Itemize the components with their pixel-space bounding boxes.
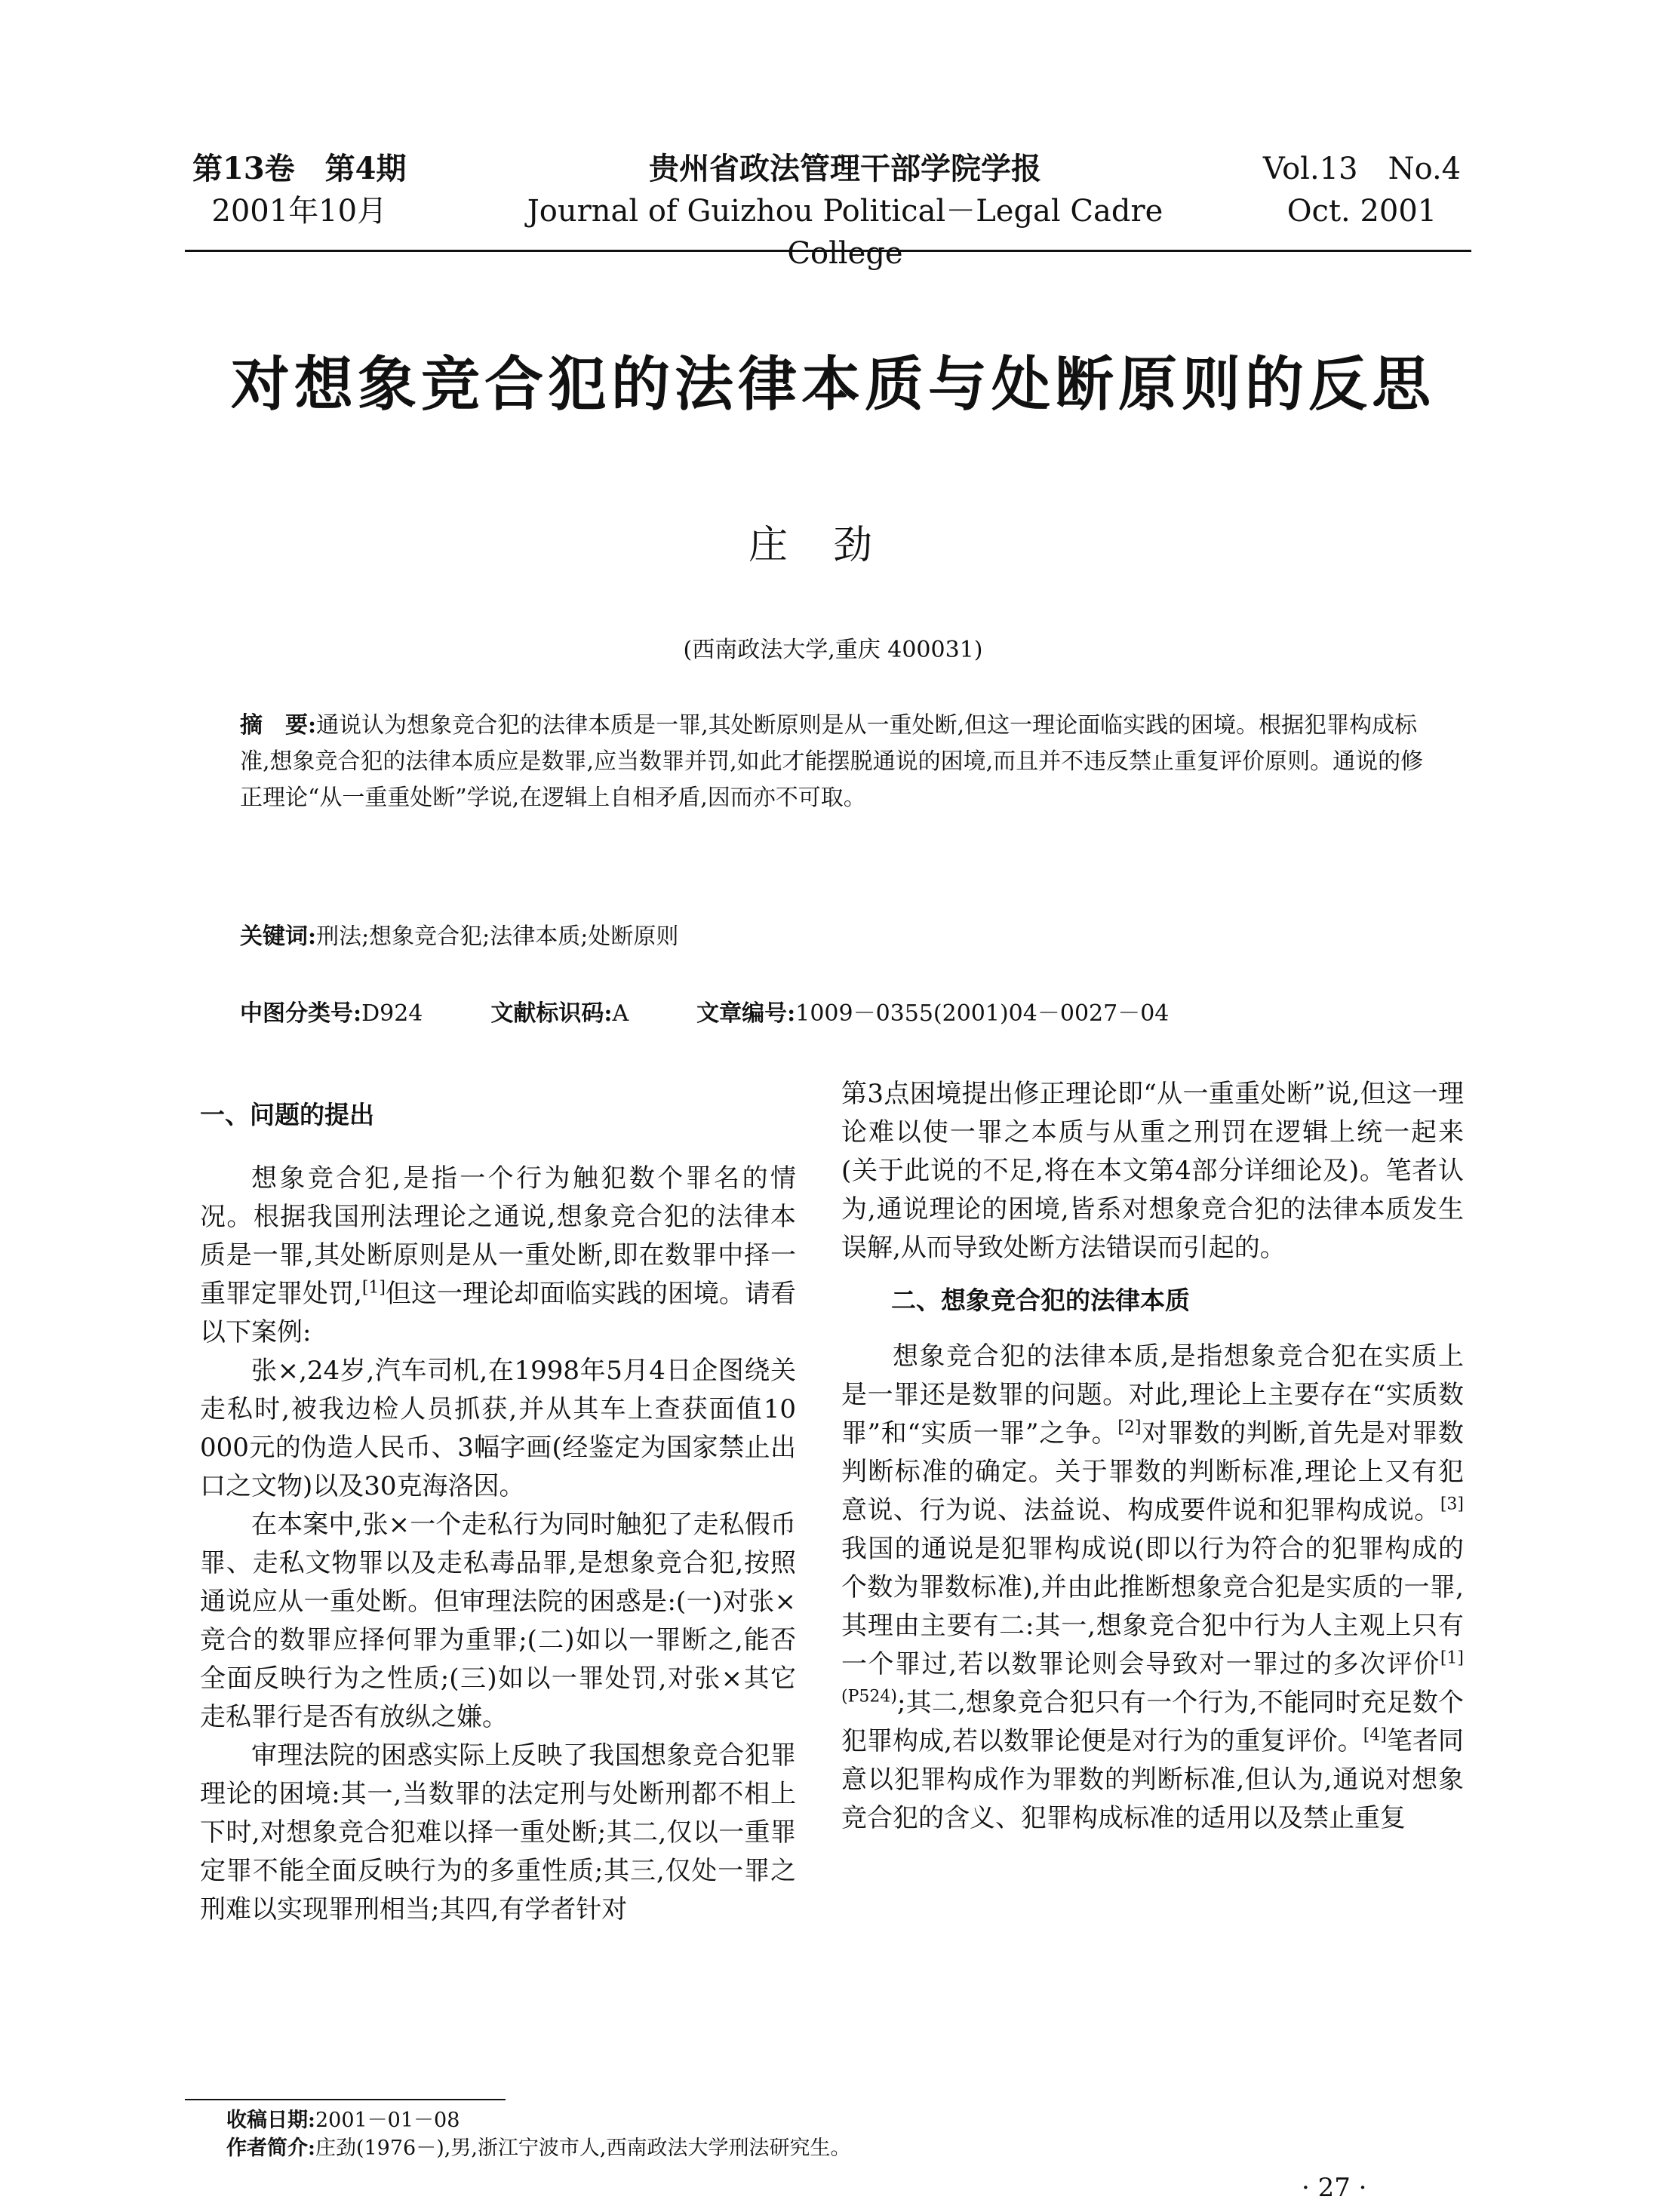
right-column <box>841 1075 1464 1838</box>
footnotes <box>226 2106 851 2162</box>
page-number: · 27 · <box>1302 2173 1367 2203</box>
citation-ref: [1] <box>361 1278 386 1298</box>
header-volume-cn: 第13卷 第4期 <box>192 151 407 186</box>
paper-title: 对想象竞合犯的法律本质与处断原则的反思 <box>230 350 1435 419</box>
header-date-en: Oct. 2001 <box>1286 194 1437 229</box>
doc-code-value: A <box>612 1000 629 1027</box>
citation-ref: [3] <box>1440 1495 1464 1514</box>
paragraph-text: 我国的通说是犯罪构成说(即以行为符合的犯罪构成的个数为罪数标准),并由此推断想象竞合犯是实质的一罪,其理由主要有二:其一,想象竞合犯中行为人主观上只有一个罪过,若以数罪论则会导致对一罪过的多次评价 <box>841 1534 1464 1679</box>
citation-ref: [1](P524) <box>841 1648 1464 1707</box>
header-volume-block <box>192 148 407 232</box>
author-bio <box>226 2134 851 2162</box>
header-journal-en: Journal of Guizhou Political－Legal Cadre College <box>527 194 1163 271</box>
paragraph-text: 对罪数的判断,首先是对罪数判断标准的确定。关于罪数的判断标准,理论上又有犯意说、行为说、法益说、构成要件说和犯罪构成说。 <box>841 1418 1464 1525</box>
abstract-label: 摘 要: <box>240 712 317 739</box>
paragraph <box>200 1160 796 1352</box>
section-heading-2: 二、想象竞合犯的法律本质 <box>891 1286 1190 1315</box>
paragraph-text: 想象竞合犯的法律本质,是指想象竞合犯在实质上是一罪还是数罪的问题。对此,理论上主要存在“实质数罪”和“实质一罪”之争。 <box>841 1341 1464 1449</box>
clc-value: D924 <box>361 1000 423 1027</box>
paragraph-text: 笔者同意以犯罪构成作为罪数的判断标准,但认为,通说对想象竞合犯的含义、犯罪构成标准的适用以及禁止重复 <box>841 1726 1465 1833</box>
paragraph <box>841 1338 1464 1838</box>
clc-label: 中图分类号: <box>240 1000 362 1027</box>
bio-value: 庄劲(1976－),男,浙江宁波市人,西南政法大学刑法研究生。 <box>315 2137 851 2160</box>
paragraph-text: 想象竞合犯,是指一个行为触犯数个罪名的情况。根据我国刑法理论之通说,想象竞合犯的法律本质是一罪,其处断原则是从一重处断,即在数罪中择一重罪定罪处罚, <box>200 1163 796 1309</box>
author-affiliation: (西南政法大学,重庆 400031) <box>683 637 983 663</box>
keywords-text: 刑法;想象竞合犯;法律本质;处断原则 <box>316 923 679 950</box>
section-heading-1: 一、问题的提出 <box>200 1100 374 1129</box>
paragraph: 在本案中,张×一个走私行为同时触犯了走私假币罪、走私文物罪以及走私毒品罪,是想象竞合犯,按照通说应从一重处断。但审理法院的困惑是:(一)对张×竞合的数罪应择何罪为重罪;(二)如以一罪断之,能否全面反映行为之性质;(三)如以一罪处罚,对张×其它走私罪行是否有放纵之嫌。 <box>200 1510 796 1732</box>
paragraph-text: 但这一理论却面临实践的困境。请看以下案例: <box>200 1279 796 1347</box>
abstract <box>240 708 1432 816</box>
header-volume-en-block <box>1253 148 1471 232</box>
citation-ref: [4] <box>1363 1725 1387 1745</box>
doc-code-label: 文献标识码: <box>490 1000 613 1027</box>
citation-ref: [2] <box>1117 1418 1142 1437</box>
keywords-label: 关键词: <box>240 923 317 950</box>
paragraph-text: ;其二,想象竞合犯只有一个行为,不能同时充足数个犯罪构成,若以数罪论便是对行为的重复评价。 <box>841 1688 1464 1756</box>
footnote-rule <box>185 2099 506 2100</box>
received-date <box>226 2106 851 2134</box>
header-rule <box>185 250 1471 252</box>
header-journal-block <box>483 148 1207 275</box>
paper-author: 庄劲 <box>748 523 918 568</box>
left-column <box>200 1095 796 1929</box>
article-number-value: 1009－0355(2001)04－0027－04 <box>795 1000 1170 1027</box>
classification-line <box>240 996 1432 1032</box>
received-value: 2001－01－08 <box>315 2109 460 2132</box>
paragraph: 第3点困境提出修正理论即“从一重重处断”说,但这一理论难以使一罪之本质与从重之刑罚在逻辑上统一起来(关于此说的不足,将在本文第4部分详细论及)。笔者认为,通说理论的困境,皆系对想象竞合犯的法律本质发生误解,从而导致处断方法错误而引起的。 <box>841 1079 1464 1263</box>
header-date-cn: 2001年10月 <box>211 194 388 229</box>
abstract-text: 通说认为想象竞合犯的法律本质是一罪,其处断原则是从一重处断,但这一理论面临实践的困境。根据犯罪构成标准,想象竞合犯的法律本质应是数罪,应当数罪并罚,如此才能摆脱通说的困境,而且并不违反禁止重复评价原则。通说的修正理论“从一重重处断”学说,在逻辑上自相矛盾,因而亦不可取。 <box>240 712 1424 811</box>
received-label: 收稿日期: <box>226 2109 315 2132</box>
bio-label: 作者简介: <box>226 2137 315 2160</box>
header-journal-cn: 贵州省政法管理干部学院学报 <box>649 151 1041 186</box>
keywords <box>240 919 1432 955</box>
header-volume-en: Vol.13 No.4 <box>1262 152 1462 186</box>
paragraph: 张×,24岁,汽车司机,在1998年5月4日企图绕关走私时,被我边检人员抓获,并从其车上查获面值10 000元的伪造人民币、3幅字画(经鉴定为国家禁止出口之文物)以及30克海洛因。 <box>200 1356 796 1501</box>
article-number-label: 文章编号: <box>696 1000 796 1027</box>
paragraph: 审理法院的困惑实际上反映了我国想象竞合犯罪理论的困境:其一,当数罪的法定刑与处断刑都不相上下时,对想象竞合犯难以择一重处断;其二,仅以一重罪定罪不能全面反映行为的多重性质;其三,仅处一罪之刑难以实现罪刑相当;其四,有学者针对 <box>200 1740 796 1925</box>
